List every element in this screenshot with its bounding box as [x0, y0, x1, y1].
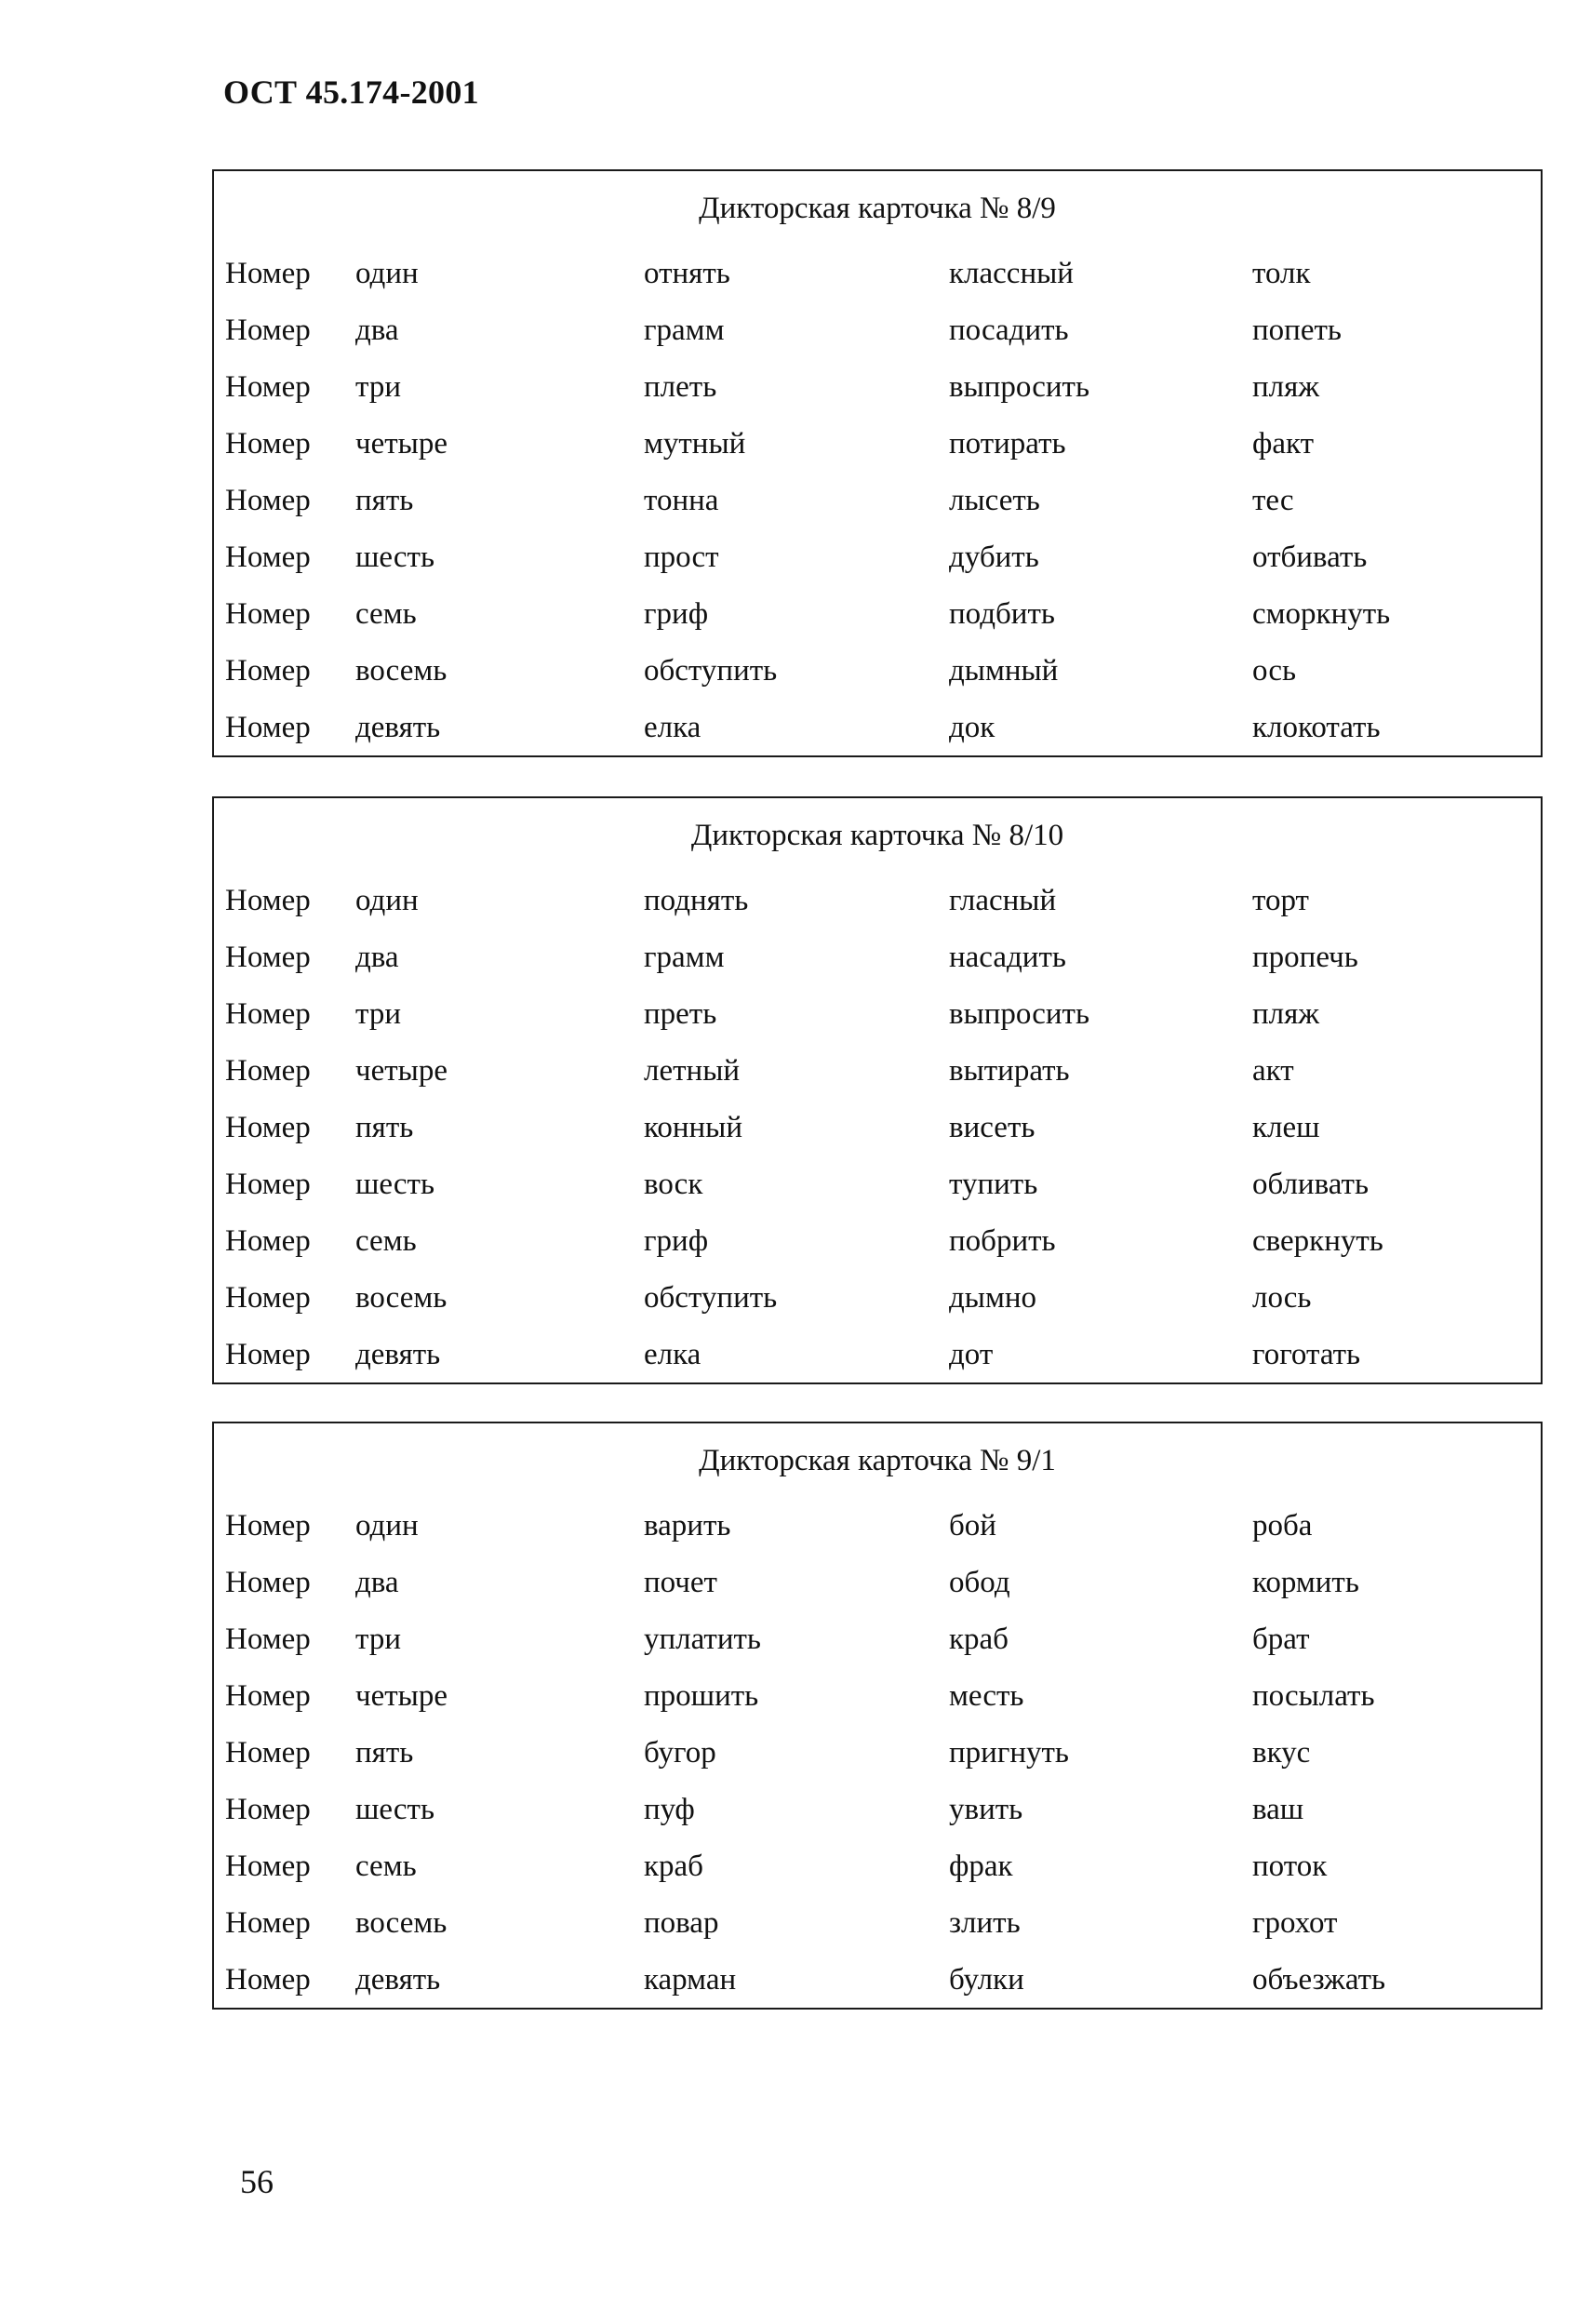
row-label: Номер — [225, 1509, 311, 1543]
document-code: ОСТ 45.174-2001 — [223, 73, 479, 111]
test-word: краб — [644, 1850, 703, 1883]
row-label: Номер — [225, 257, 311, 290]
test-word: док — [949, 711, 995, 744]
test-word: акт — [1252, 1054, 1294, 1088]
number-word: пять — [355, 1736, 414, 1770]
test-word: тупить — [949, 1168, 1038, 1201]
test-word: пляж — [1252, 997, 1320, 1031]
announcer-card-9-1 — [212, 1422, 1543, 2010]
test-word: пригнуть — [949, 1736, 1069, 1770]
test-word: насадить — [949, 941, 1066, 974]
test-word: тес — [1252, 484, 1294, 517]
card-row — [214, 539, 1541, 595]
test-word: варить — [644, 1509, 731, 1543]
test-word: вкус — [1252, 1736, 1311, 1770]
test-word: висеть — [949, 1111, 1036, 1144]
card-row — [214, 1052, 1541, 1109]
card-title: Дикторская карточка № 8/10 — [690, 819, 1064, 852]
test-word: пропечь — [1252, 941, 1358, 974]
test-word: факт — [1252, 427, 1315, 461]
test-word: уплатить — [644, 1623, 761, 1656]
number-word: шесть — [355, 541, 434, 574]
row-label: Номер — [225, 941, 311, 974]
number-word: шесть — [355, 1168, 434, 1201]
test-word: роба — [1252, 1509, 1313, 1543]
test-word: обступить — [644, 654, 778, 688]
card-row — [214, 1507, 1541, 1564]
card-row — [214, 312, 1541, 368]
test-word: фрак — [949, 1850, 1013, 1883]
card-row — [214, 1848, 1541, 1904]
number-word: девять — [355, 711, 441, 744]
test-word: грохот — [1252, 1906, 1338, 1940]
number-word: шесть — [355, 1793, 434, 1826]
number-word: девять — [355, 1963, 441, 1997]
test-word: побрить — [949, 1224, 1056, 1258]
number-word: семь — [355, 597, 417, 631]
number-word: один — [355, 1509, 419, 1543]
test-word: толк — [1252, 257, 1311, 290]
row-label: Номер — [225, 1281, 311, 1315]
test-word: лысеть — [949, 484, 1040, 517]
test-word: тонна — [644, 484, 719, 517]
test-word: обод — [949, 1566, 1010, 1599]
test-word: злить — [949, 1906, 1021, 1940]
test-word: бугор — [644, 1736, 716, 1770]
number-word: два — [355, 314, 399, 347]
test-word: гласный — [949, 884, 1057, 917]
card-title: Дикторская карточка № 8/9 — [699, 192, 1056, 225]
card-row — [214, 1677, 1541, 1734]
card-row — [214, 1222, 1541, 1279]
test-word: кормить — [1252, 1566, 1359, 1599]
number-word: семь — [355, 1224, 417, 1258]
test-word: бой — [949, 1509, 996, 1543]
test-word: преть — [644, 997, 717, 1031]
row-label: Номер — [225, 1566, 311, 1599]
card-row — [214, 1336, 1541, 1393]
test-word: сморкнуть — [1252, 597, 1391, 631]
test-word: почет — [644, 1566, 717, 1599]
test-word: гриф — [644, 597, 709, 631]
test-word: летный — [644, 1054, 741, 1088]
row-label: Номер — [225, 314, 311, 347]
test-word: гриф — [644, 1224, 709, 1258]
number-word: четыре — [355, 1679, 448, 1713]
card-row — [214, 652, 1541, 709]
card-row — [214, 1734, 1541, 1791]
card-row — [214, 595, 1541, 652]
row-label: Номер — [225, 1054, 311, 1088]
number-word: семь — [355, 1850, 417, 1883]
row-label: Номер — [225, 1224, 311, 1258]
row-label: Номер — [225, 997, 311, 1031]
test-word: гоготать — [1252, 1338, 1361, 1371]
test-word: плеть — [644, 370, 717, 404]
number-word: восемь — [355, 1281, 448, 1315]
card-row — [214, 709, 1541, 766]
row-label: Номер — [225, 1963, 311, 1997]
number-word: один — [355, 884, 419, 917]
number-word: восемь — [355, 1906, 448, 1940]
row-label: Номер — [225, 1338, 311, 1371]
test-word: клеш — [1252, 1111, 1320, 1144]
test-word: обливать — [1252, 1168, 1370, 1201]
card-row — [214, 482, 1541, 539]
card-title: Дикторская карточка № 9/1 — [699, 1444, 1056, 1477]
test-word: елка — [644, 1338, 701, 1371]
test-word: конный — [644, 1111, 743, 1144]
card-row — [214, 1564, 1541, 1621]
row-label: Номер — [225, 1736, 311, 1770]
test-word: елка — [644, 711, 701, 744]
card-row — [214, 882, 1541, 939]
test-word: посылать — [1252, 1679, 1375, 1713]
card-row — [214, 255, 1541, 312]
row-label: Номер — [225, 1168, 311, 1201]
test-word: вытирать — [949, 1054, 1070, 1088]
row-label: Номер — [225, 370, 311, 404]
number-word: три — [355, 370, 401, 404]
row-label: Номер — [225, 1906, 311, 1940]
test-word: поток — [1252, 1850, 1328, 1883]
test-word: прост — [644, 541, 719, 574]
number-word: четыре — [355, 427, 448, 461]
card-row — [214, 1166, 1541, 1222]
test-word: карман — [644, 1963, 737, 1997]
row-label: Номер — [225, 427, 311, 461]
test-word: клокотать — [1252, 711, 1381, 744]
number-word: пять — [355, 1111, 414, 1144]
test-word: пляж — [1252, 370, 1320, 404]
test-word: воск — [644, 1168, 703, 1201]
number-word: один — [355, 257, 419, 290]
card-row — [214, 1791, 1541, 1848]
test-word: мутный — [644, 427, 746, 461]
test-word: отбивать — [1252, 541, 1368, 574]
card-row — [214, 939, 1541, 995]
number-word: три — [355, 997, 401, 1031]
row-label: Номер — [225, 884, 311, 917]
test-word: дымный — [949, 654, 1059, 688]
test-word: ваш — [1252, 1793, 1304, 1826]
row-label: Номер — [225, 711, 311, 744]
test-word: повар — [644, 1906, 719, 1940]
row-label: Номер — [225, 541, 311, 574]
test-word: попеть — [1252, 314, 1342, 347]
test-word: брат — [1252, 1623, 1310, 1656]
test-word: месть — [949, 1679, 1024, 1713]
row-label: Номер — [225, 654, 311, 688]
card-row — [214, 1279, 1541, 1336]
test-word: потирать — [949, 427, 1066, 461]
card-row — [214, 995, 1541, 1052]
test-word: торт — [1252, 884, 1309, 917]
number-word: девять — [355, 1338, 441, 1371]
test-word: увить — [949, 1793, 1023, 1826]
announcer-card-8-9 — [212, 169, 1543, 757]
test-word: классный — [949, 257, 1074, 290]
card-row — [214, 1904, 1541, 1961]
number-word: три — [355, 1623, 401, 1656]
test-word: лось — [1252, 1281, 1312, 1315]
test-word: грамм — [644, 941, 725, 974]
test-word: выпросить — [949, 997, 1090, 1031]
test-word: дымно — [949, 1281, 1037, 1315]
card-row — [214, 368, 1541, 425]
card-row — [214, 1621, 1541, 1677]
test-word: сверкнуть — [1252, 1224, 1383, 1258]
test-word: объезжать — [1252, 1963, 1386, 1997]
test-word: булки — [949, 1963, 1024, 1997]
number-word: пять — [355, 484, 414, 517]
test-word: дот — [949, 1338, 994, 1371]
number-word: два — [355, 941, 399, 974]
test-word: пуф — [644, 1793, 695, 1826]
test-word: грамм — [644, 314, 725, 347]
test-word: дубить — [949, 541, 1039, 574]
number-word: два — [355, 1566, 399, 1599]
row-label: Номер — [225, 484, 311, 517]
page-number: 56 — [240, 2163, 274, 2200]
number-word: четыре — [355, 1054, 448, 1088]
row-label: Номер — [225, 1850, 311, 1883]
row-label: Номер — [225, 597, 311, 631]
number-word: восемь — [355, 654, 448, 688]
test-word: краб — [949, 1623, 1009, 1656]
test-word: обступить — [644, 1281, 778, 1315]
test-word: отнять — [644, 257, 730, 290]
test-word: выпросить — [949, 370, 1090, 404]
test-word: посадить — [949, 314, 1069, 347]
row-label: Номер — [225, 1623, 311, 1656]
test-word: прошить — [644, 1679, 759, 1713]
test-word: поднять — [644, 884, 749, 917]
row-label: Номер — [225, 1111, 311, 1144]
row-label: Номер — [225, 1679, 311, 1713]
announcer-card-8-10 — [212, 796, 1543, 1384]
card-row — [214, 1109, 1541, 1166]
test-word: подбить — [949, 597, 1055, 631]
card-row — [214, 1961, 1541, 2018]
row-label: Номер — [225, 1793, 311, 1826]
card-row — [214, 425, 1541, 482]
test-word: ось — [1252, 654, 1297, 688]
